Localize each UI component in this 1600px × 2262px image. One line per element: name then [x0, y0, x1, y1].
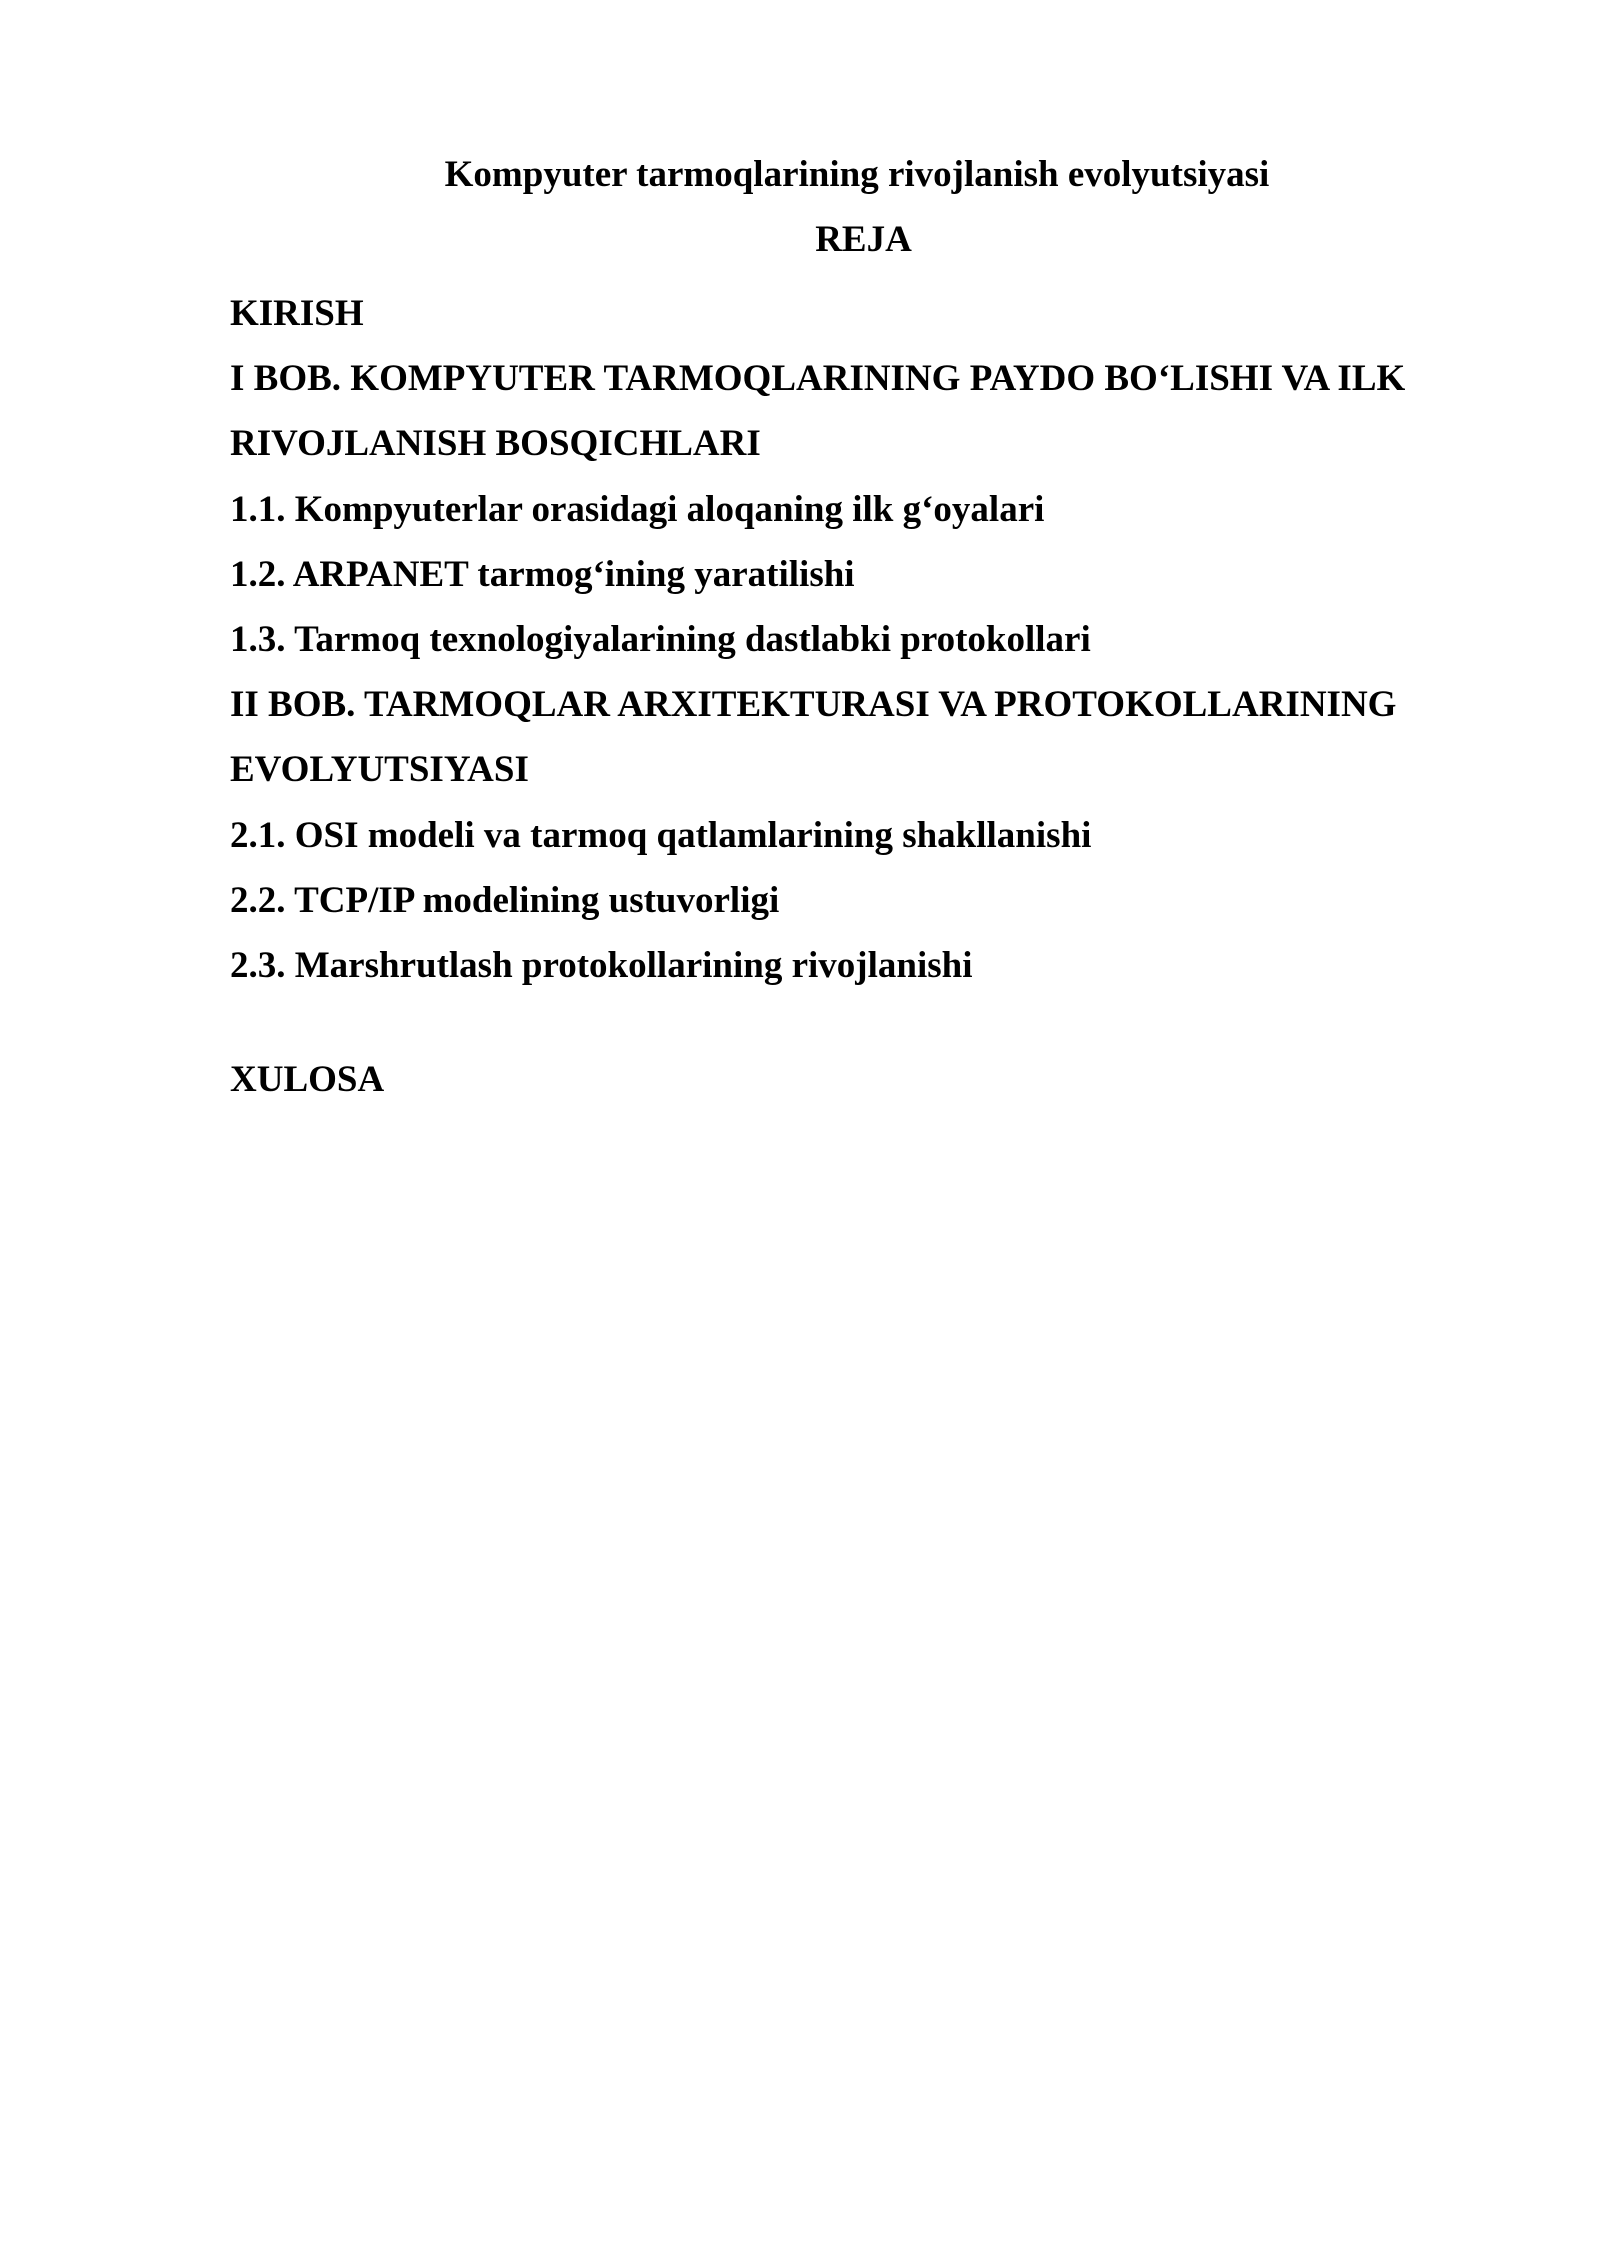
toc-section-1-3: 1.3. Tarmoq texnologiyalarining dastlabki protokollari [230, 619, 1091, 661]
toc-chapter-1: I BOB. KOMPYUTER TARMOQLARINING PAYDO BO‘LISHI VA ILK RIVOJLANISH BOSQICHLARI [230, 358, 1406, 465]
plan-heading: REJA [815, 219, 912, 260]
toc-intro: KIRISH [230, 293, 364, 334]
table-of-contents [230, 281, 1460, 1112]
toc-section-1-1: 1.1. Kompyuterlar orasidagi aloqaning ilk g‘oyalari [230, 488, 1045, 530]
toc-conclusion: XULOSA [230, 1059, 385, 1101]
toc-chapter-2: II BOB. TARMOQLAR ARXITEKTURASI VA PROTOKOLLARINING EVOLYUTSIYASI [230, 684, 1397, 791]
toc-section-2-3: 2.3. Marshrutlash protokollarining rivojlanishi [230, 945, 973, 987]
document-title: Kompyuter tarmoqlarining rivojlanish evolyutsiyasi [444, 154, 1270, 195]
toc-section-2-1: 2.1. OSI modeli va tarmoq qatlamlarining shakllanishi [230, 814, 1092, 856]
toc-section-2-2: 2.2. TCP/IP modelining ustuvorligi [230, 879, 780, 921]
toc-section-1-2: 1.2. ARPANET tarmog‘ining yaratilishi [230, 553, 855, 595]
